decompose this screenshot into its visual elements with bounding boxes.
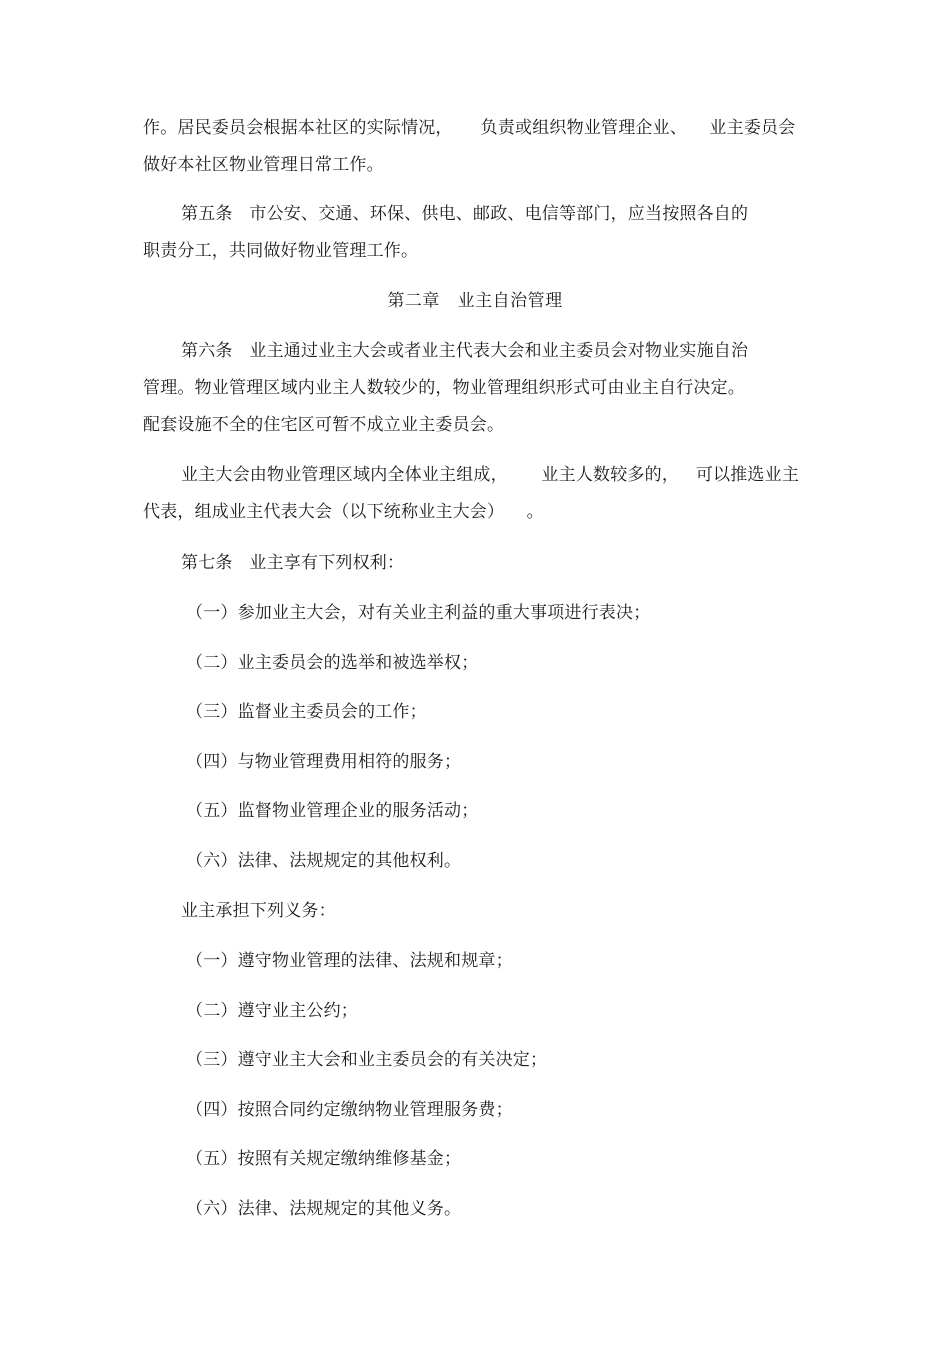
rights-item: （三）监督业主委员会的工作； — [186, 702, 427, 722]
duties-item: （五）按照有关规定缴纳维修基金； — [186, 1149, 462, 1169]
rights-item: （二）业主委员会的选举和被选举权； — [186, 653, 479, 673]
paragraph-line: 作。居民委员会根据本社区的实际情况， 负责或组织物业管理企业、 业主委员会 — [143, 118, 796, 138]
article-5-line: 职责分工，共同做好物业管理工作。 — [143, 241, 419, 261]
duties-item: （三）遵守业主大会和业主委员会的有关决定； — [186, 1050, 548, 1070]
duties-item: （一）遵守物业管理的法律、法规和规章； — [186, 951, 513, 971]
duties-item: （四）按照合同约定缴纳物业管理服务费； — [186, 1100, 513, 1120]
rights-item: （五）监督物业管理企业的服务活动； — [186, 801, 479, 821]
article-5-line: 第五条 市公安、交通、环保、供电、邮政、电信等部门，应当按照各自的 — [181, 204, 749, 224]
paragraph-line: 做好本社区物业管理日常工作。 — [143, 155, 384, 175]
duties-item: （二）遵守业主公约； — [186, 1001, 358, 1021]
rights-item: （六）法律、法规规定的其他权利。 — [186, 851, 462, 871]
rights-item: （一）参加业主大会，对有关业主利益的重大事项进行表决； — [186, 603, 651, 623]
article-6-line: 配套设施不全的住宅区可暂不成立业主委员会。 — [143, 415, 505, 435]
duties-heading: 业主承担下列义务： — [181, 901, 336, 921]
article-6-line: 第六条 业主通过业主大会或者业主代表大会和业主委员会对物业实施自治 — [181, 341, 749, 361]
article-6-line: 管理。物业管理区域内业主人数较少的，物业管理组织形式可由业主自行决定。 — [143, 378, 745, 398]
chapter-title: 第二章 业主自治管理 — [387, 291, 563, 311]
assembly-paragraph-line: 代表，组成业主代表大会（以下统称业主大会） 。 — [143, 502, 544, 522]
rights-item: （四）与物业管理费用相符的服务； — [186, 752, 462, 772]
article-7-heading: 第七条 业主享有下列权利： — [181, 553, 405, 573]
assembly-paragraph-line: 业主大会由物业管理区域内全体业主组成， 业主人数较多的， 可以推选业主 — [181, 465, 800, 485]
duties-item: （六）法律、法规规定的其他义务。 — [186, 1199, 462, 1219]
